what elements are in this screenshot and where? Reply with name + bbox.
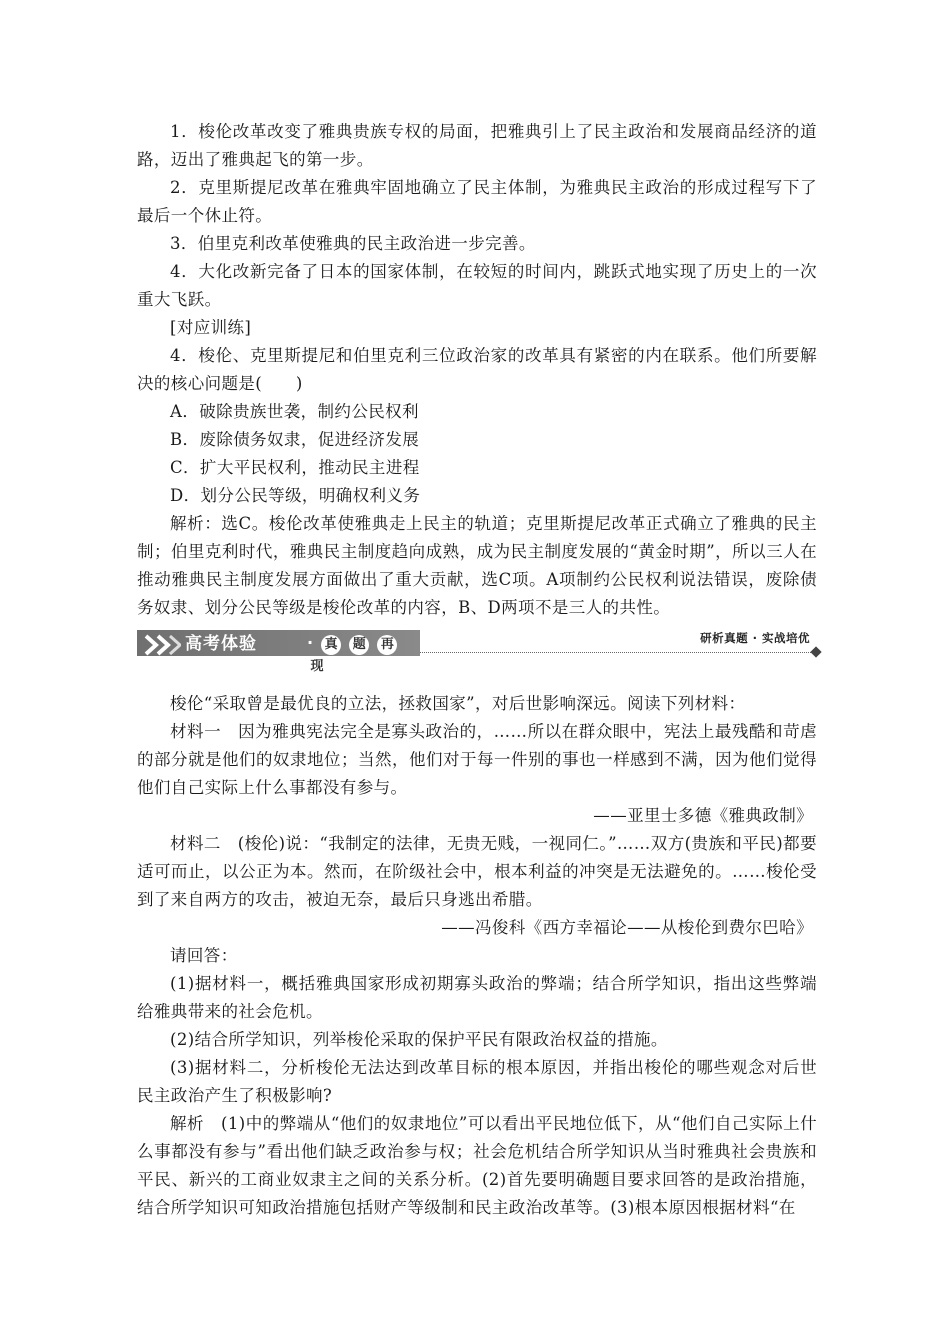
question-1: (1)据材料一，概括雅典国家形成初期寡头政治的弊端；结合所学知识，指出这些弊端给雅典带来的社会危机。 <box>137 974 817 1021</box>
exam-intro: 梭伦“采取曾是最优良的立法，拯救国家”，对后世影响深远。阅读下列材料： <box>170 694 746 713</box>
summary-point-3: 3．伯里克利改革使雅典的民主政治进一步完善。 <box>170 234 536 253</box>
practice-heading: [对应训练] <box>170 318 252 337</box>
badge-xian: 现 <box>307 657 327 677</box>
badge-ti: 题 <box>349 635 369 655</box>
diamond-icon <box>810 646 821 657</box>
banner-bar <box>137 630 420 674</box>
banner-subtitle: 研析真题 · 实战培优 <box>700 631 810 645</box>
chevron-right-icon <box>143 634 181 656</box>
ask-heading: 请回答： <box>170 946 238 965</box>
summary-point-1: 1．梭伦改革改变了雅典贵族专权的局面，把雅典引上了民主政治和发展商品经济的道路，迈出了雅典起飞的第一步。 <box>137 122 817 169</box>
banner-dot: · <box>307 633 314 652</box>
material-2-source: ——冯俊科《西方幸福论——从梭伦到费尔巴哈》 <box>441 918 813 937</box>
summary-point-2: 2．克里斯提尼改革在雅典牢固地确立了民主体制，为雅典民主政治的形成过程写下了最后一个休止符。 <box>137 178 817 225</box>
option-d: D．划分公民等级，明确权利义务 <box>170 486 421 505</box>
material-2: 材料二 (梭伦)说：“我制定的法律，无贵无贱，一视同仁。”……双方(贵族和平民)都要适可而止，以公正为本。然而，在阶级社会中，根本利益的冲突是无法避免的。……梭伦受到了来自两方的攻击，被迫无奈，最后只身逃出希腊。 <box>137 834 817 909</box>
option-a: A．破除贵族世袭，制约公民权利 <box>170 402 419 421</box>
material-1-source: ——亚里士多德《雅典政制》 <box>593 806 813 825</box>
banner-title: 高考体验 <box>185 634 257 654</box>
badge-zai: 再 <box>377 635 397 655</box>
question-3: (3)据材料二，分析梭伦无法达到改革目标的根本原因，并指出梭伦的哪些观念对后世民主政治产生了积极影响? <box>137 1058 817 1105</box>
question-2: (2)结合所学知识，列举梭伦采取的保护平民有限政治权益的措施。 <box>170 1030 668 1049</box>
option-b: B．废除债务奴隶，促进经济发展 <box>170 430 420 449</box>
practice-analysis: 解析：选C。梭伦改革使雅典走上民主的轨道；克里斯提尼改革正式确立了雅典的民主制；伯里克利时代，雅典民主制度趋向成熟，成为民主制度发展的“黄金时期”，所以三人在推动雅典民主制度发展方面做出了重大贡献，选C项。A项制约公民权利说法错误，废除债务奴隶、划分公民等级是梭伦改革的内容，B、D两项不是三人的共性。 <box>137 514 817 617</box>
banner-badges <box>307 633 420 674</box>
section-banner <box>137 628 822 674</box>
material-1: 材料一 因为雅典宪法完全是寡头政治的，……所以在群众眼中，宪法上最残酷和苛虐的部分就是他们的奴隶地位；当然，他们对于每一件别的事也一样感到不满，因为他们觉得他们自己实际上什么事都没有参与。 <box>137 722 817 797</box>
practice-question: 4．梭伦、克里斯提尼和伯里克利三位政治家的改革具有紧密的内在联系。他们所要解决的核心问题是( ) <box>137 346 817 393</box>
badge-zhen: 真 <box>321 635 341 655</box>
summary-point-4: 4．大化改新完备了日本的国家体制，在较短的时间内，跳跃式地实现了历史上的一次重大飞跃。 <box>137 262 817 309</box>
option-c: C．扩大平民权利，推动民主进程 <box>170 458 420 477</box>
exam-analysis: 解析 (1)中的弊端从“他们的奴隶地位”可以看出平民地位低下，从“他们自己实际上什么事都没有参与”看出他们缺乏政治参与权；社会危机结合所学知识从当时雅典社会贵族和平民、新兴的工商业奴隶主之间的关系分析。(2)首先要明确题目要求回答的是政治措施，结合所学知识可知政治措施包括财产等级制和民主政治改革等。(3)根本原因根据材料“在 <box>137 1114 817 1217</box>
banner-dotted-line <box>420 652 815 653</box>
